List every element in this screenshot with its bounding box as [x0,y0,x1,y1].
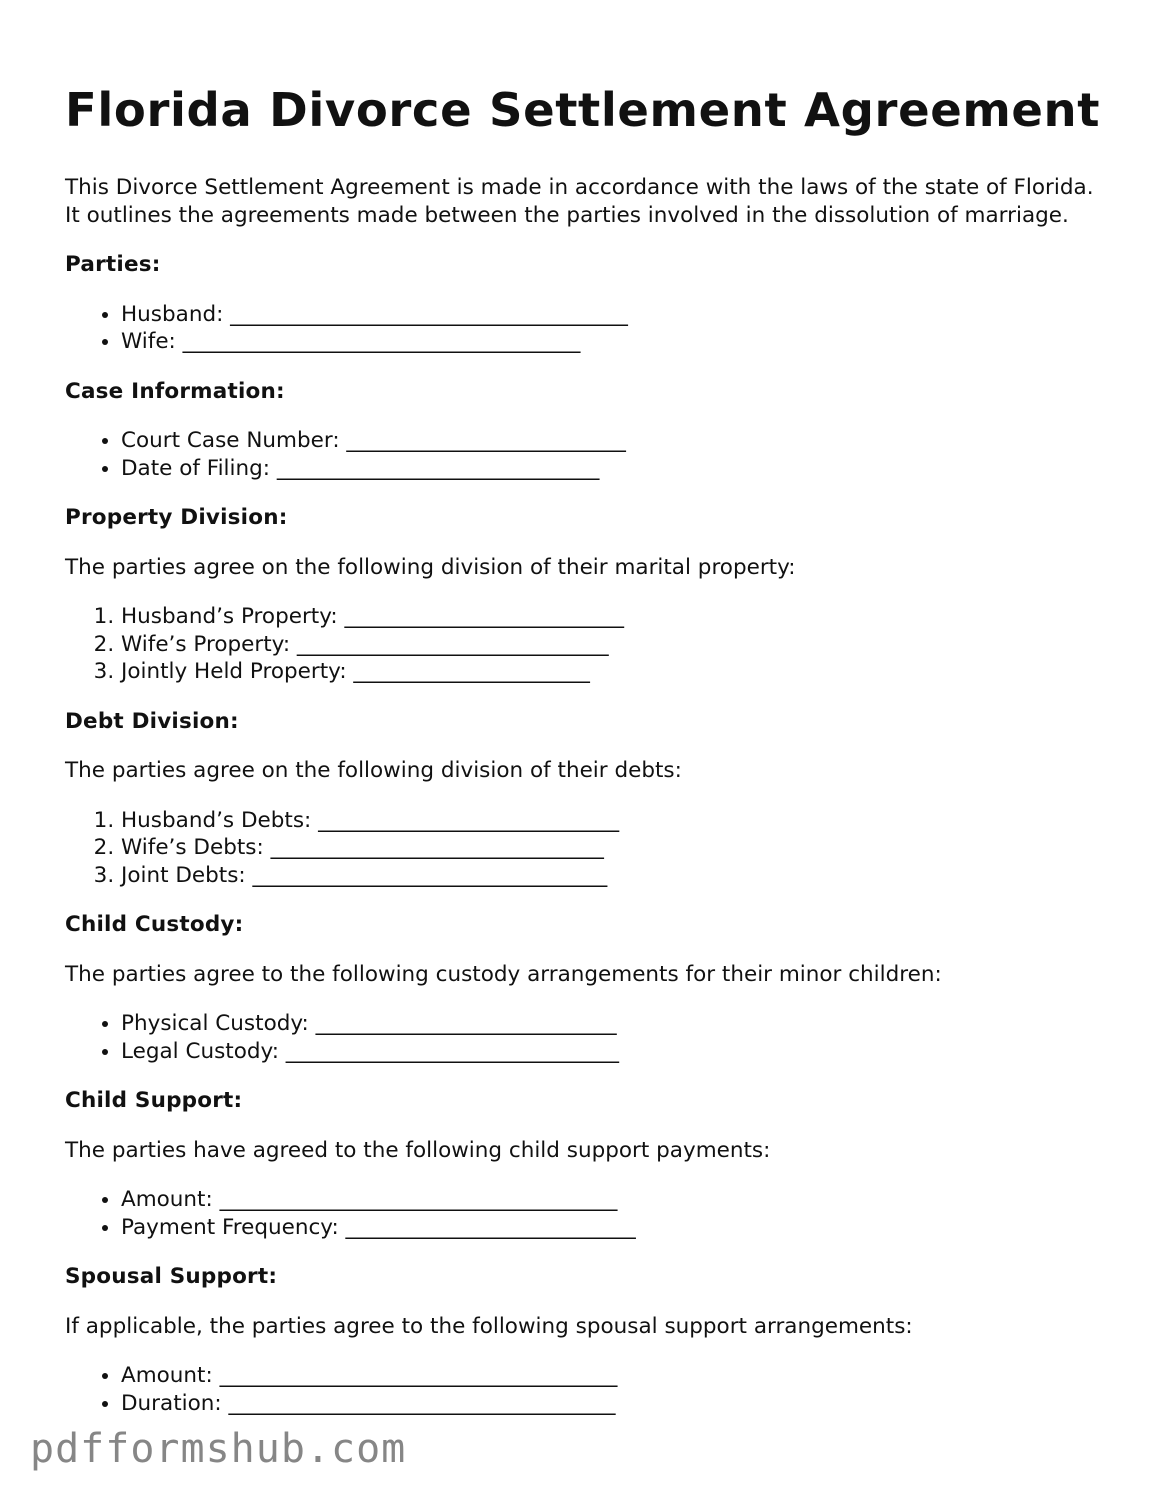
intro-paragraph: This Divorce Settlement Agreement is made in accordance with the laws of the state of Florida. It outlines the agreements made between the parties involved in the dissolution of marriage. [65,175,1094,228]
wife-debts-field[interactable]: 2. Wife’s Debts: _______________________________ [121,834,1105,862]
child-custody-text: The parties agree to the following custody arrangements for their minor children: [65,961,942,987]
child-support-heading: Child Support: [65,1088,243,1113]
debt-division-list [65,807,1105,890]
date-of-filing-field[interactable]: • Date of Filing: ______________________________ [121,455,1105,483]
child-support-list [65,1186,1105,1241]
spousal-support-heading: Spousal Support: [65,1264,278,1289]
watermark: pdfformshub.com [30,1426,407,1472]
husband-debts-field[interactable]: 1. Husband’s Debts: ____________________________ [121,807,1105,835]
child-support-text: The parties have agreed to the following child support payments: [65,1137,771,1163]
husband-field[interactable]: • Husband: _____________________________________ [121,301,1105,329]
joint-debts-field[interactable]: 3. Joint Debts: _________________________________ [121,862,1105,890]
debt-division-text: The parties agree on the following division of their debts: [65,758,682,783]
payment-frequency-field[interactable]: • Payment Frequency: ___________________________ [121,1214,1105,1242]
spousal-support-text: If applicable, the parties agree to the following spousal support arrangements: [65,1313,913,1339]
wife-field[interactable]: • Wife: _____________________________________ [121,328,1105,356]
parties-list [65,301,1105,356]
case-information-list [65,427,1105,482]
child-support-amount-field[interactable]: • Amount: _____________________________________ [121,1186,1105,1214]
spousal-support-duration-field[interactable]: • Duration: ____________________________________ [121,1390,1105,1418]
child-custody-list [65,1010,1105,1065]
physical-custody-field[interactable]: • Physical Custody: ____________________________ [121,1010,1105,1038]
joint-property-field[interactable]: 3. Jointly Held Property: ______________________ [121,658,1105,686]
property-division-heading: Property Division: [65,505,288,530]
debt-division-heading: Debt Division: [65,708,239,734]
document-title: Florida Divorce Settlement Agreement [65,83,1101,137]
spousal-support-amount-field[interactable]: • Amount: _____________________________________ [121,1362,1105,1390]
husband-property-field[interactable]: 1. Husband’s Property: __________________________ [121,603,1105,631]
case-information-heading: Case Information: [65,378,285,404]
court-case-number-field[interactable]: • Court Case Number: __________________________ [121,427,1105,455]
legal-custody-field[interactable]: • Legal Custody: _______________________________ [121,1038,1105,1066]
property-division-text: The parties agree on the following division of their marital property: [65,554,796,580]
child-custody-heading: Child Custody: [65,912,244,937]
property-division-list [65,603,1105,686]
parties-heading: Parties: [65,252,161,277]
spousal-support-list [65,1362,1105,1417]
wife-property-field[interactable]: 2. Wife’s Property: _____________________________ [121,631,1105,659]
document-page [65,80,1105,1439]
